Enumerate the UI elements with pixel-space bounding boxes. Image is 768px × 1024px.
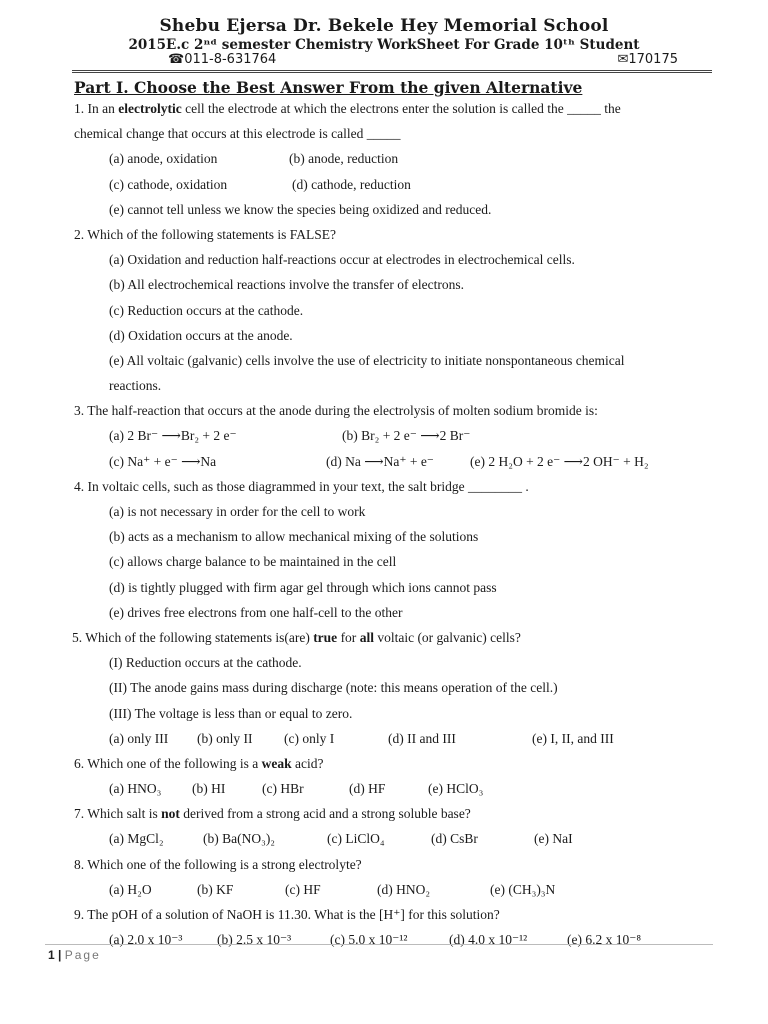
question-9: 9. The pOH of a solution of NaOH is 11.30. What is the [H⁺] for this solution?: [74, 907, 500, 922]
option-a: (a) is not necessary in order for the cell to work: [109, 504, 366, 519]
question-8: 8. Which one of the following is a strong electrolyte?: [74, 856, 362, 872]
question-text: for: [337, 629, 360, 645]
option-c: (c) only I: [284, 730, 335, 746]
question-5: [72, 625, 712, 650]
questions-body: [72, 96, 712, 952]
phone-number: 011-8-631764: [184, 52, 277, 67]
header-divider: [72, 70, 712, 71]
question-4: 4. In voltaic cells, such as those diagrammed in your text, the salt bridge ________ .: [74, 478, 529, 494]
option-b: (b) anode, reduction: [289, 151, 399, 167]
option-c: (c) LiClO₄: [327, 831, 385, 847]
question-6: [72, 751, 712, 776]
option-c: (c) cathode, oxidation: [109, 176, 228, 192]
question-7: [72, 801, 712, 826]
part-title: Part I. Choose the Best Answer From the given Alternative: [74, 78, 583, 97]
options-row: [72, 449, 712, 474]
option-d: (d) II and III: [388, 730, 456, 746]
option-b: (b) acts as a mechanism to allow mechanical mixing of the solutions: [109, 529, 479, 545]
pobox-number: 170175: [628, 52, 678, 67]
option-e: (e) (CH₃)₃N: [490, 881, 556, 897]
option-a: (a) anode, oxidation: [109, 151, 218, 167]
statement-ii: (II) The anode gains mass during discharge (note: this means operation of the cell.): [109, 680, 558, 696]
option-e: (e) cannot tell unless we know the species being oxidized and reduced.: [109, 201, 492, 217]
footer-separator: |: [58, 948, 62, 962]
option-c: (c) Na⁺ + e⁻ ⟶Na: [109, 453, 217, 469]
page-number: 1: [48, 948, 55, 962]
envelope-icon: ✉: [617, 52, 629, 67]
option-e: (e) drives free electrons from one half-cell to the other: [109, 604, 403, 620]
option-a: (a) 2.0 x 10⁻³: [109, 932, 183, 948]
page-footer: [48, 948, 101, 962]
option-a: (a) H₂O: [109, 881, 152, 897]
question-text: 5. Which of the following statements is(are): [72, 629, 314, 645]
option-d: (d) cathode, reduction: [292, 176, 411, 192]
option-d: (d) Na ⟶Na⁺ + e⁻: [326, 453, 434, 469]
option-e: (e) I, II, and III: [532, 730, 614, 746]
option-b: (b) only II: [197, 730, 253, 746]
question-text: cell the electrode at which the electrons enter the solution is called the _____ the: [181, 101, 621, 116]
options-row: [72, 776, 712, 801]
option-d: (d) Oxidation occurs at the anode.: [109, 327, 293, 343]
option-a: (a) only III: [109, 730, 169, 746]
question-text: 1. In an: [74, 101, 119, 116]
question-text: acid?: [291, 755, 324, 771]
option-c: (c) 5.0 x 10⁻¹²: [330, 932, 408, 948]
option-b: (b) All electrochemical reactions involve the transfer of electrons.: [109, 277, 464, 293]
option-e: (e) HClO₃: [428, 781, 484, 797]
options-row: [72, 726, 712, 751]
option-c: (c) HBr: [262, 781, 304, 797]
statement-i: (I) Reduction occurs at the cathode.: [109, 655, 302, 671]
option-b: (b) KF: [197, 881, 234, 897]
option-a: (a) Oxidation and reduction half-reactions occur at electrodes in electrochemical cells.: [109, 252, 575, 268]
phone-icon: ☎: [168, 52, 185, 67]
options-row: [72, 877, 712, 902]
option-b: (b) Ba(NO₃)₂: [203, 831, 276, 847]
option-c: (c) HF: [285, 881, 321, 897]
question-text: voltaic (or galvanic) cells?: [373, 629, 521, 645]
question-emphasis: all: [359, 629, 374, 645]
statement-iii: (III) The voltage is less than or equal to zero.: [109, 705, 353, 721]
options-row: [72, 826, 712, 851]
option-b: (b) Br₂ + 2 e⁻ ⟶2 Br⁻: [342, 428, 471, 444]
option-d: (d) is tightly plugged with firm agar gel through which ions cannot pass: [109, 579, 497, 595]
option-c: (c) Reduction occurs at the cathode.: [109, 302, 304, 318]
options-row: [72, 423, 712, 448]
question-3: 3. The half-reaction that occurs at the anode during the electrolysis of molten sodium bromide is:: [74, 403, 598, 419]
option-d: (d) HF: [349, 781, 386, 797]
question-2: 2. Which of the following statements is FALSE?: [74, 226, 336, 242]
school-name: Shebu Ejersa Dr. Bekele Hey Memorial School: [159, 16, 609, 36]
option-d: (d) 4.0 x 10⁻¹²: [449, 932, 528, 948]
option-a: (a) MgCl₂: [109, 831, 164, 847]
question-text: 6. Which one of the following is a: [74, 755, 262, 771]
question-text: derived from a strong acid and a strong soluble base?: [179, 806, 471, 822]
question-1: [72, 96, 712, 121]
option-e: (e) NaI: [534, 831, 573, 847]
footer-divider: [45, 944, 713, 945]
options-row: [72, 927, 712, 952]
option-e-continued: reactions.: [109, 378, 162, 394]
question-emphasis: not: [161, 806, 180, 822]
option-a: (a) 2 Br⁻ ⟶Br₂ + 2 e⁻: [109, 428, 237, 444]
page-word: Page: [64, 948, 101, 962]
option-e: (e) 6.2 x 10⁻⁸: [567, 932, 642, 948]
option-c: (c) allows charge balance to be maintained in the cell: [109, 554, 397, 570]
option-b: (b) 2.5 x 10⁻³: [217, 932, 292, 948]
option-d: (d) HNO₂: [377, 881, 431, 897]
pobox-contact: [617, 52, 678, 67]
question-emphasis: electrolytic: [118, 101, 182, 116]
question-emphasis: true: [313, 629, 338, 645]
option-e: (e) 2 H₂O + 2 e⁻ ⟶2 OH⁻ + H₂: [470, 453, 649, 469]
question-1-continued: chemical change that occurs at this electrode is called _____: [74, 126, 401, 142]
options-row: [72, 146, 712, 171]
option-a: (a) HNO₃: [109, 781, 162, 797]
option-b: (b) HI: [192, 781, 226, 797]
contact-line: [168, 52, 678, 70]
question-emphasis: weak: [261, 755, 292, 771]
option-d: (d) CsBr: [431, 831, 478, 847]
worksheet-subtitle: 2015E.c 2ⁿᵈ semester Chemistry WorkSheet For Grade 10ᵗʰ Student: [128, 37, 640, 53]
header-divider-double: [72, 72, 712, 73]
option-e: (e) All voltaic (galvanic) cells involve the use of electricity to initiate nonspontaneous chemical: [109, 352, 625, 368]
question-text: 7. Which salt is: [74, 806, 162, 822]
options-row: [72, 172, 712, 197]
phone-contact: [168, 52, 276, 67]
